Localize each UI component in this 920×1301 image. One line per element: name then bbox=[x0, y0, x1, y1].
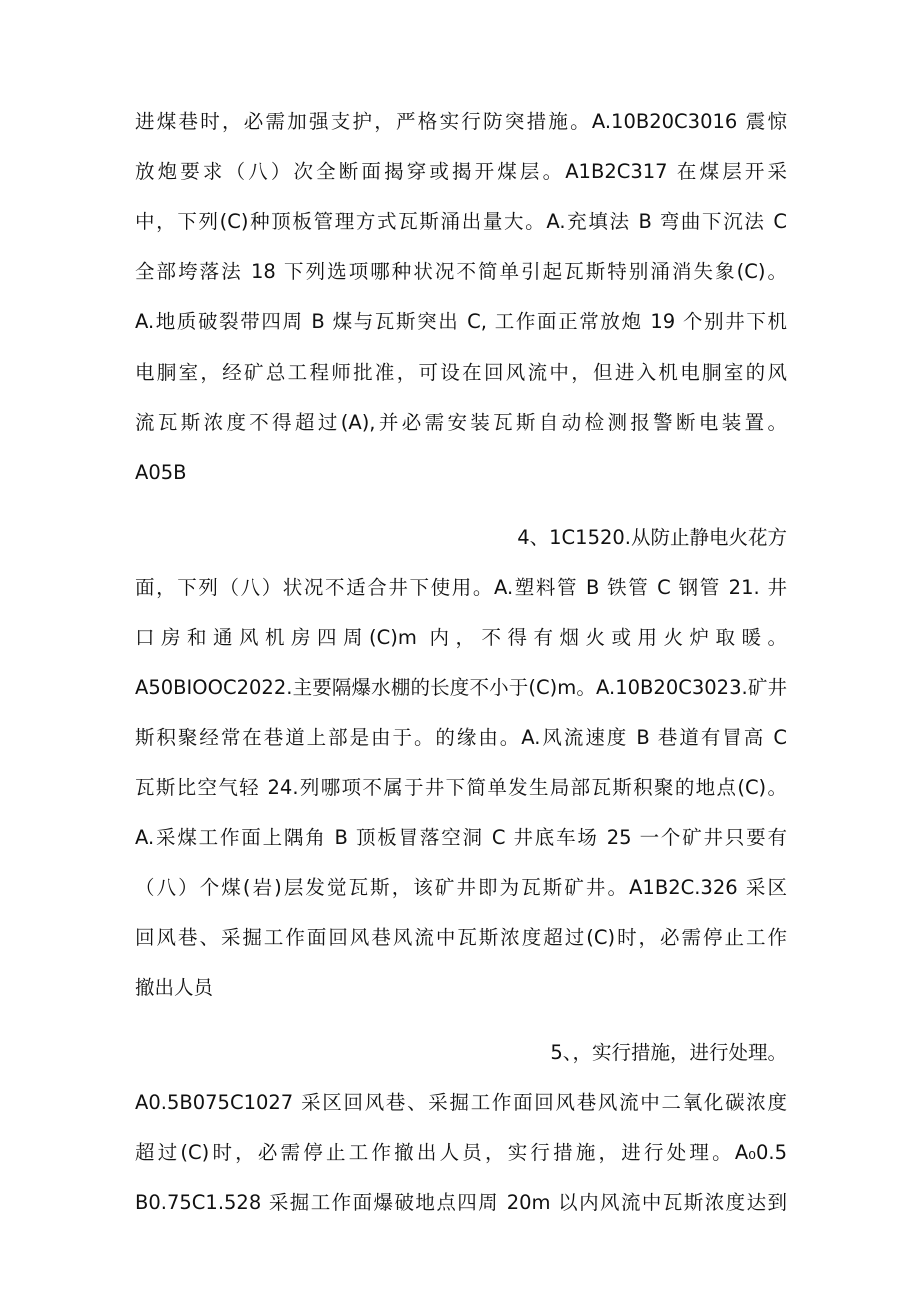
text-line: 超过(C)时，必需停止工作撤出人员，实行措施，进行处理。A₀0.5 bbox=[135, 1141, 787, 1164]
text-line: 全部垮落法 18 下列选项哪种状况不简单引起瓦斯特别涌消失象(C)。 bbox=[135, 260, 787, 283]
text-line: 放炮要求（八）次全断面揭穿或揭开煤层。A1B2C317 在煤层开采 bbox=[135, 160, 787, 183]
text-line: 撤出人员 bbox=[135, 976, 214, 999]
text-line: 回风巷、采掘工作面回风巷风流中瓦斯浓度超过(C)时，必需停止工作 bbox=[135, 926, 787, 949]
text-line: 4、1C1520.从防止静电火花方 bbox=[517, 526, 787, 549]
text-line: 口房和通风机房四周(C)m 内，不得有烟火或用火炉取暖。 bbox=[135, 626, 787, 649]
text-line: A50BIOOC2022.主要隔爆水棚的长度不小于(C)m。A.10B20C3023.矿井 bbox=[135, 676, 787, 699]
text-line: A.地质破裂带四周 B 煤与瓦斯突出 C, 工作面正常放炮 19 个别井下机 bbox=[135, 310, 787, 333]
text-line: 电胴室，经矿总工程师批准，可设在回风流中，但进入机电胴室的风 bbox=[135, 361, 787, 384]
text-line: 面，下列（八）状况不适合井下使用。A.塑料管 B 铁管 C 钢管 21. 井 bbox=[135, 576, 787, 599]
text-line: A.采煤工作面上隅角 B 顶板冒落空洞 C 井底车场 25 一个矿井只要有 bbox=[135, 826, 787, 849]
text-line: 流瓦斯浓度不得超过(A),并必需安装瓦斯自动检测报警断电装置。 bbox=[135, 411, 787, 434]
text-line: B0.75C1.528 采掘工作面爆破地点四周 20m 以内风流中瓦斯浓度达到 bbox=[135, 1191, 787, 1214]
text-line: 斯积聚经常在巷道上部是由于。的缘由。A.风流速度 B 巷道有冒高 C bbox=[135, 726, 787, 749]
text-line: 进煤巷时，必需加强支护，严格实行防突措施。A.10B20C3016 震惊 bbox=[135, 110, 787, 133]
text-line: 5、，实行措施，进行处理。 bbox=[550, 1041, 787, 1064]
text-line: A0.5B075C1027 采区回风巷、采掘工作面回风巷风流中二氧化碳浓度 bbox=[135, 1091, 787, 1114]
text-line: 瓦斯比空气轻 24.列哪项不属于井下简单发生局部瓦斯积聚的地点(C)。 bbox=[135, 776, 787, 799]
text-line: 中，下列(C)种顶板管理方式瓦斯涌出量大。A.充填法 B 弯曲下沉法 C bbox=[135, 210, 787, 233]
text-line: A05B bbox=[135, 461, 187, 484]
text-line: （八）个煤(岩)层发觉瓦斯，该矿井即为瓦斯矿井。A1B2C.326 采区 bbox=[135, 876, 787, 899]
